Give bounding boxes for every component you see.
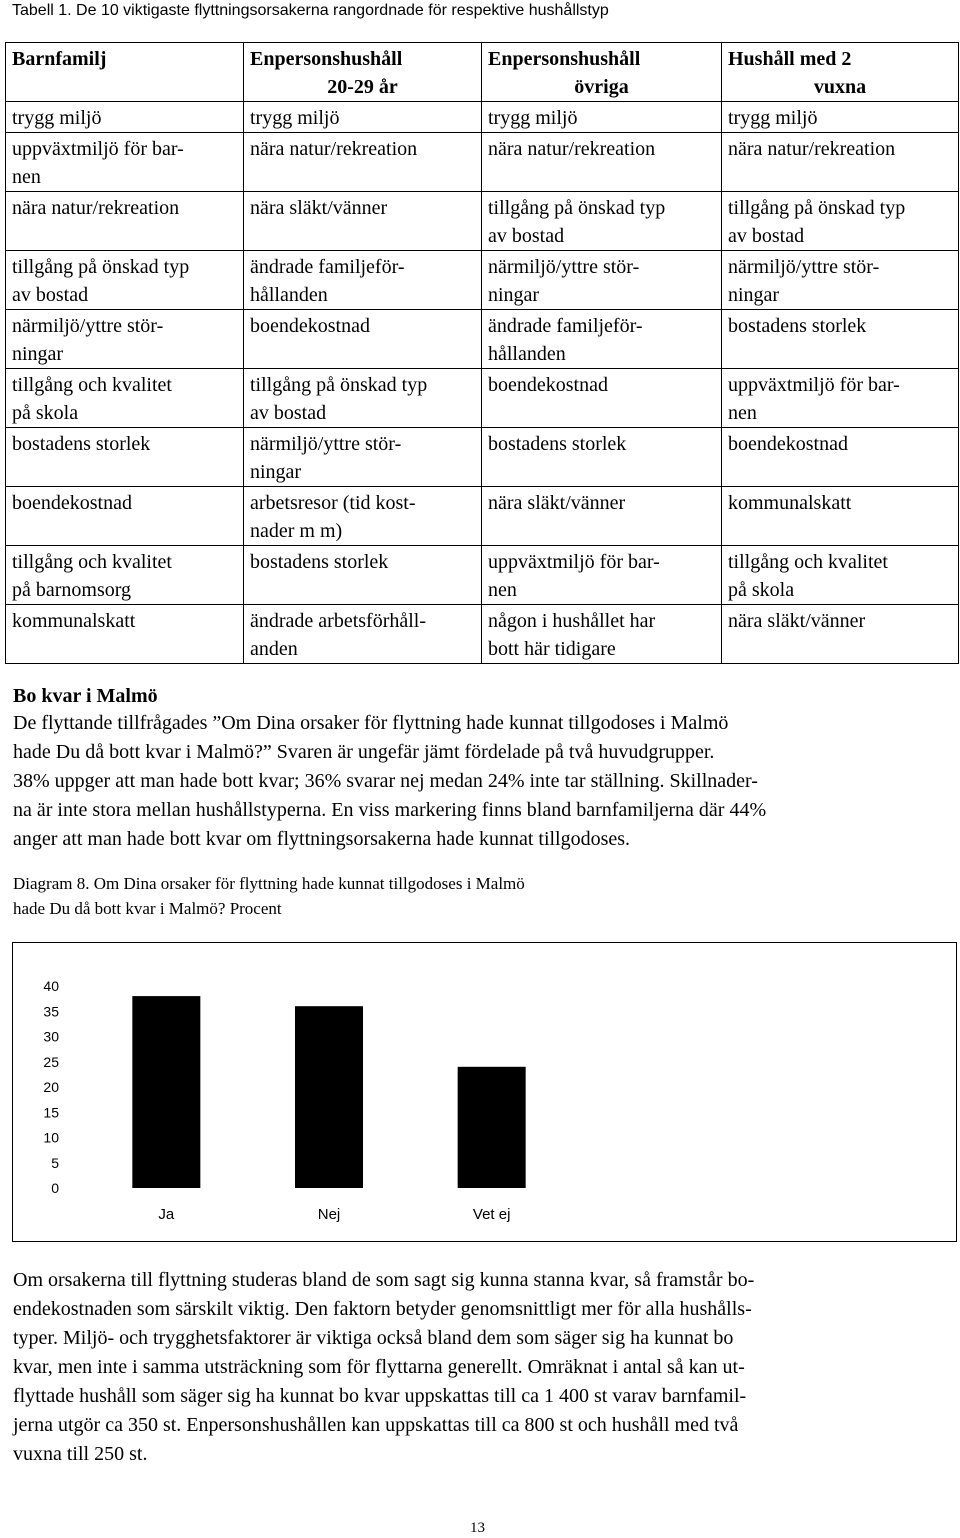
paragraph-bo-kvar [13, 709, 958, 854]
table-cell [722, 133, 959, 192]
table-cell-line: nen [728, 402, 757, 424]
paragraph-line: De flyttande tillfrågades ”Om Dina orsaker för flyttning hade kunnat tillgodoses i Malmö [13, 712, 729, 734]
table-cell-line: anden [250, 638, 298, 660]
table-cell [6, 192, 244, 251]
x-category-label: Nej [317, 1206, 341, 1223]
table-cell [6, 251, 244, 310]
table-cell-line: boendekostnad [728, 433, 848, 455]
table-row [6, 102, 959, 133]
table-caption: Tabell 1. De 10 viktigaste flyttningsorsakerna rangordnade för respektive hushållstyp [12, 2, 609, 19]
table-cell-line: boendekostnad [488, 374, 608, 396]
table-cell-line: nen [12, 166, 41, 188]
table-cell [482, 605, 722, 664]
table-cell [6, 546, 244, 605]
bar-vet-ej [458, 1067, 526, 1188]
paragraph-line: typer. Miljö- och trygghetsfaktorer är viktiga också bland dem som säger sig ha kunnat bo [13, 1327, 734, 1349]
table-cell-line: ändrade arbetsförhåll- [250, 610, 427, 632]
table-cell-line: boendekostnad [250, 315, 370, 337]
table-cell [482, 133, 722, 192]
table-cell [482, 102, 722, 133]
table-cell-line: nära natur/rekreation [12, 197, 180, 219]
table-cell [722, 605, 959, 664]
table-cell-line: nära natur/rekreation [250, 138, 418, 160]
section-heading: Bo kvar i Malmö [13, 685, 158, 707]
table-cell-line: tillgång på önskad typ [728, 197, 906, 219]
y-tick-label: 0 [51, 1180, 59, 1196]
table-cell-line: tillgång och kvalitet [12, 374, 172, 396]
table-cell [244, 133, 482, 192]
table-cell [244, 428, 482, 487]
table-row [6, 310, 959, 369]
table-cell [244, 310, 482, 369]
table-row [6, 546, 959, 605]
paragraph-line: hade Du då bott kvar i Malmö?” Svaren är ungefär jämt fördelade på två huvudgrupper. [13, 741, 715, 763]
x-category-label: Vet ej [472, 1206, 511, 1223]
table-cell [722, 369, 959, 428]
table-cell-line: tillgång och kvalitet [728, 551, 888, 573]
table-cell-line: ändrade familjeför- [250, 256, 405, 278]
y-tick-label: 30 [43, 1028, 59, 1045]
table-cell-line: nen [488, 579, 517, 601]
diagram-caption-line: hade Du då bott kvar i Malmö? Procent [13, 899, 282, 918]
table-cell-line: tillgång på önskad typ [12, 256, 190, 278]
paragraph-line: na är inte stora mellan hushållstyperna. En viss markering finns bland barnfamiljerna där 44% [13, 799, 767, 821]
table-row [6, 487, 959, 546]
table-cell-line: bostadens storlek [728, 315, 867, 337]
table-cell [722, 428, 959, 487]
paragraph-line: Om orsakerna till flyttning studeras bland de som sagt sig kunna stanna kvar, så framstår bo- [13, 1269, 755, 1291]
table-cell [722, 192, 959, 251]
table-header-row [6, 43, 959, 102]
bar-chart [13, 943, 958, 1243]
table-cell [482, 369, 722, 428]
table-cell [722, 102, 959, 133]
table-cell-line: på skola [728, 579, 795, 601]
paragraph-line: 38% uppger att man hade bott kvar; 36% svarar nej medan 24% inte tar ställning. Skillnader- [13, 770, 758, 792]
table-cell [482, 546, 722, 605]
table-row [6, 369, 959, 428]
table-cell [482, 192, 722, 251]
table-cell-line: av bostad [250, 402, 327, 424]
table-row [6, 428, 959, 487]
y-tick-label: 20 [43, 1079, 59, 1095]
table-cell-line: bostadens storlek [250, 551, 389, 573]
paragraph-line: endekostnaden som särskilt viktig. Den faktorn betyder genomsnittligt mer för alla hushålls- [13, 1298, 752, 1320]
table-cell-line: nära natur/rekreation [728, 138, 896, 160]
table-cell-line: uppväxtmiljö för bar- [488, 551, 660, 573]
table-cell-line: nader m m) [250, 520, 343, 542]
table-cell-line: nära släkt/vänner [488, 492, 626, 514]
table-cell-line: ningar [12, 343, 64, 365]
paragraph-line: flyttade hushåll som säger sig ha kunnat bo kvar uppskattas till ca 1 400 st varav barnfamil- [13, 1385, 747, 1407]
y-tick-label: 40 [43, 978, 59, 994]
paragraph-orsaker [13, 1266, 958, 1469]
table-cell-line: trygg miljö [12, 107, 102, 129]
table-row [6, 133, 959, 192]
table-cell [244, 192, 482, 251]
table-cell-line: trygg miljö [250, 107, 340, 129]
header-hushall-2-vuxna: Hushåll med 2 vuxna [722, 43, 959, 102]
x-category-label: Ja [158, 1206, 175, 1223]
y-tick-label: 5 [51, 1154, 59, 1171]
table-cell-line: kommunalskatt [12, 610, 136, 632]
table-cell [722, 251, 959, 310]
table-cell [244, 102, 482, 133]
table-cell-line: uppväxtmiljö för bar- [12, 138, 184, 160]
table-cell [482, 251, 722, 310]
table-cell [6, 428, 244, 487]
paragraph-line: anger att man hade bott kvar om flyttningsorsakerna hade kunnat tillgodoses. [13, 828, 631, 850]
table-cell-line: bostadens storlek [12, 433, 151, 455]
table-cell-line: närmiljö/yttre stör- [250, 433, 402, 455]
table-cell-line: ningar [728, 284, 780, 306]
table-cell-line: hållanden [250, 284, 328, 306]
paragraph-line: kvar, men inte i samma utsträckning som för flyttarna generellt. Omräknat i antal så kan ut- [13, 1356, 745, 1378]
table-cell-line: någon i hushållet har [488, 610, 656, 632]
table-cell-line: tillgång på önskad typ [250, 374, 428, 396]
table-cell-line: av bostad [12, 284, 89, 306]
page-number: 13 [470, 1520, 485, 1536]
table-cell [244, 251, 482, 310]
table-cell-line: bostadens storlek [488, 433, 627, 455]
table-row [6, 192, 959, 251]
paragraph-line: vuxna till 250 st. [13, 1443, 148, 1465]
table-cell-line: uppväxtmiljö för bar- [728, 374, 900, 396]
table-cell-line: ändrade familjeför- [488, 315, 643, 337]
table-row [6, 605, 959, 664]
table-cell-line: ningar [488, 284, 540, 306]
table-cell [722, 546, 959, 605]
table-cell [482, 428, 722, 487]
table-cell [6, 487, 244, 546]
y-tick-label: 25 [43, 1053, 59, 1070]
table-cell-line: arbetsresor (tid kost- [250, 492, 416, 514]
table-cell-line: av bostad [488, 225, 565, 247]
bar-chart-frame [12, 942, 957, 1242]
table-cell-line: nära natur/rekreation [488, 138, 656, 160]
diagram-caption [13, 871, 525, 921]
header-enperson-20-29: Enpersonshushåll 20-29 år [244, 43, 482, 102]
table-cell-line: på skola [12, 402, 79, 424]
table-cell [6, 102, 244, 133]
table-cell [722, 487, 959, 546]
table-cell [244, 605, 482, 664]
table-cell [6, 369, 244, 428]
ranking-table [5, 42, 959, 664]
table-cell-line: av bostad [728, 225, 805, 247]
table-cell-line: hållanden [488, 343, 566, 365]
table-cell [6, 133, 244, 192]
table-cell [482, 487, 722, 546]
table-cell [6, 310, 244, 369]
table-cell-line: trygg miljö [488, 107, 578, 129]
y-tick-label: 10 [43, 1129, 59, 1146]
table-cell-line: trygg miljö [728, 107, 818, 129]
table-cell-line: kommunalskatt [728, 492, 852, 514]
table-cell [244, 546, 482, 605]
table-cell [244, 487, 482, 546]
table-cell-line: närmiljö/yttre stör- [12, 315, 164, 337]
table-cell [244, 369, 482, 428]
table-cell-line: på barnomsorg [12, 579, 132, 601]
bar-ja [132, 996, 200, 1188]
table-cell-line: närmiljö/yttre stör- [728, 256, 880, 278]
table-cell-line: närmiljö/yttre stör- [488, 256, 640, 278]
table-row [6, 251, 959, 310]
table-cell [722, 310, 959, 369]
bar-nej [295, 1006, 363, 1188]
table-cell-line: nära släkt/vänner [728, 610, 866, 632]
table-cell-line: ningar [250, 461, 302, 483]
header-enperson-ovriga: Enpersonshushåll övriga [482, 43, 722, 102]
table-cell-line: bott här tidigare [488, 638, 616, 660]
table-cell-line: nära släkt/vänner [250, 197, 388, 219]
table-cell-line: tillgång på önskad typ [488, 197, 666, 219]
table-cell-line: boendekostnad [12, 492, 132, 514]
y-tick-label: 15 [43, 1104, 59, 1121]
diagram-caption-line: Diagram 8. Om Dina orsaker för flyttning hade kunnat tillgodoses i Malmö [13, 874, 525, 893]
header-barnfamilj: Barnfamilj [6, 43, 244, 102]
table-cell-line: tillgång och kvalitet [12, 551, 172, 573]
y-tick-label: 35 [43, 1003, 59, 1020]
table-cell [6, 605, 244, 664]
paragraph-line: jerna utgör ca 350 st. Enpersonshushållen kan uppskattas till ca 800 st och hushåll med två [13, 1414, 739, 1436]
table-cell [482, 310, 722, 369]
